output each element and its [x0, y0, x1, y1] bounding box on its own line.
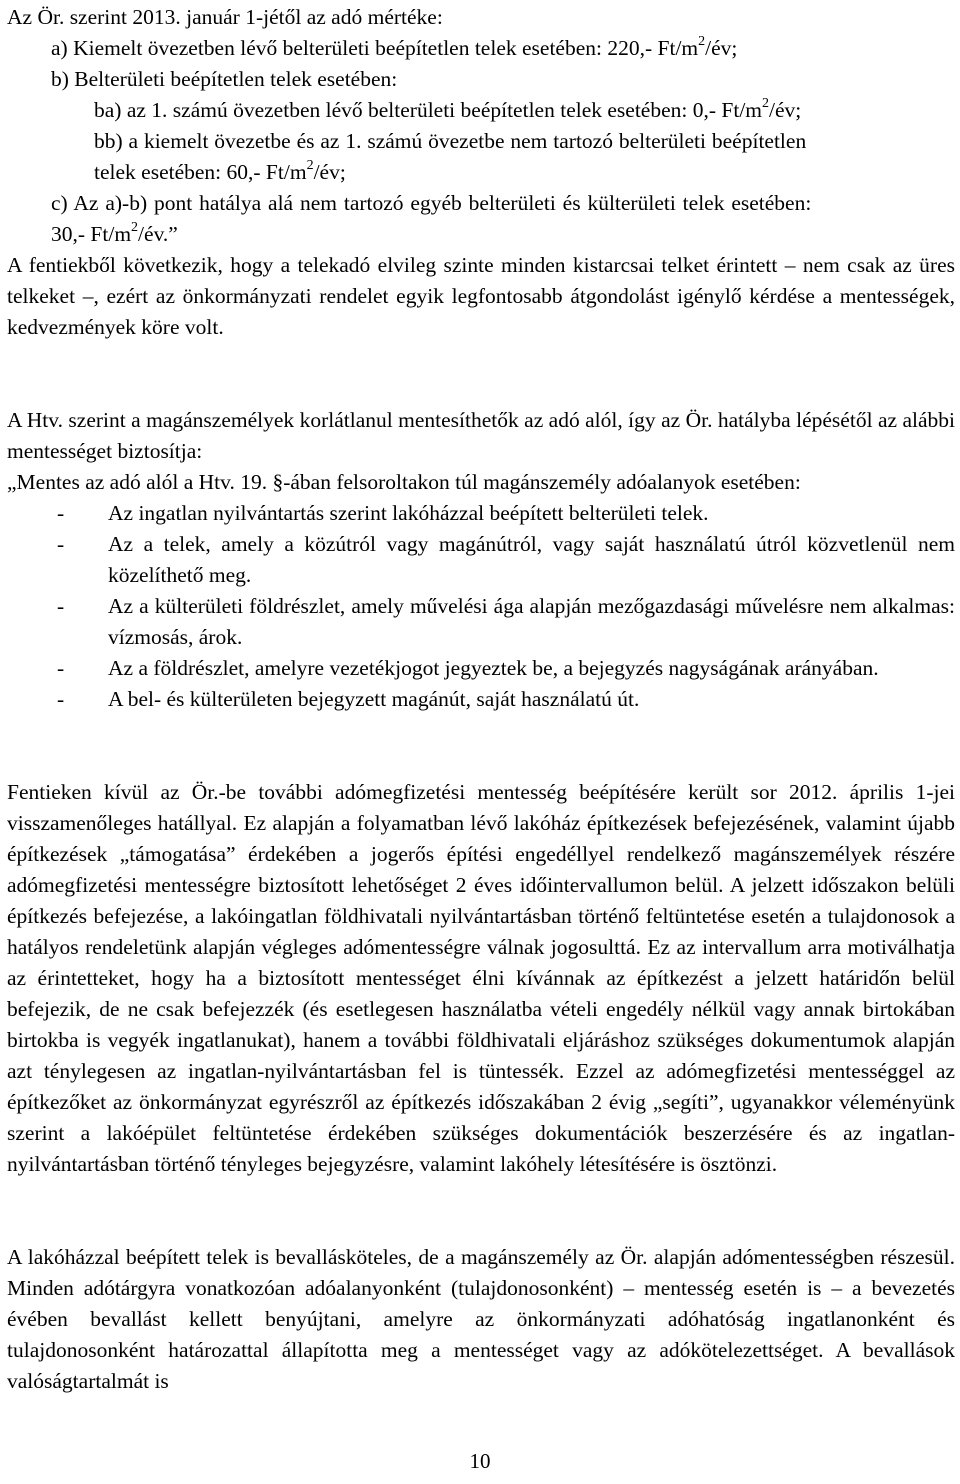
- paragraph-declaration: A lakóházzal beépített telek is bevallásköteles, de a magánszemély az Ör. alapján adómentességben részesül. Minden adótárgyra vonatkozóan adóalanyonként (tulajdonosonként) – mentesség esetén is – a bevezetés évében bevallást kellett benyújtani, amelyre az önkormányzati adóhatóság ingatlanonként és tulajdonosonként határozattal állapította meg a mentességet vagy az adókötelezettséget. A bevallások valóságtartalmát is: [7, 1245, 955, 1393]
- list-item-text: Az ingatlan nyilvántartás szerint lakóházzal beépített belterületi telek.: [108, 501, 709, 525]
- rate-bb-cont: telek esetében: 60,- $Ft/m^2/év$;: [94, 157, 346, 184]
- list-item: [7, 529, 955, 591]
- list-item: [7, 591, 955, 653]
- rate-c: c) Az a)-b) pont hatálya alá nem tartozó egyéb belterületi és külterületi telek esetében:: [51, 191, 812, 215]
- rate-a: a) Kiemelt övezetben lévő belterületi beépítetlen telek esetében: 220,- $Ft/m^2/év$;: [51, 33, 738, 60]
- page-number: 10: [469, 1449, 491, 1473]
- list-item-text: A bel- és külterületen bejegyzett magánút, saját használatú út.: [108, 687, 640, 711]
- list-item-text: Az a külterületi földrészlet, amely művelési ága alapján mezőgazdasági művelésre nem alkalmas: vízmosás, árok.: [108, 594, 955, 649]
- list-dash: -: [57, 594, 65, 618]
- list-item: [7, 498, 955, 529]
- paragraph-consequence: A fentiekből következik, hogy a telekadó elvileg szinte minden kistarcsai telket érintett – nem csak az üres telkeket –, ezért az önkormányzati rendelet egyik legfontosabb átgondolást igénylő kérdése a mentességek, kedvezmények köre volt.: [7, 253, 955, 339]
- list-item-text: Az a földrészlet, amelyre vezetékjogot jegyeztek be, a bejegyzés nagyságának arányában.: [108, 656, 879, 680]
- paragraph-exemption: A Htv. szerint a magánszemélyek korlátlanul mentesíthetők az adó alól, így az Ör. hatályba lépésétől az alábbi mentességet biztosítja:: [7, 408, 955, 463]
- list-dash: -: [57, 501, 65, 525]
- exemption-list: [7, 498, 955, 715]
- exemption-quote: „Mentes az adó alól a Htv. 19. §-ában felsoroltakon túl magánszemély adóalanyok esetében:: [7, 470, 801, 494]
- paragraph-additional-exemption: Fentieken kívül az Ör.-be további adómegfizetési mentesség beépítésére került sor 2012. április 1-jei visszamenőleges hatállyal. Ez alapján a folyamatban lévő lakóház építkezések befejezésének, valamint újabb építkezések „támogatása” érdekében a jogerős építési engedéllyel rendelkező magánszemélyek részére adómegfizetési mentességre biztosított lehetőséget 2 éves időintervallumon belül. A jelzett időszakon belüli építkezés befejezése, a lakóingatlan földhivatali nyilvántartásban történő feltüntetése esetén a tulajdonosok a hatályos rendeletünk alapján végleges adómentességre válnak jogosulttá. Ez az intervallum arra motiválhatja az érintetteket, hogy ha a biztosított mentességet élni kívánnak az építkezést a jelzett határidőn belül befejezik, de ne csak befejezzék (és esetlegesen használatba vételi engedély nélkül vagy annak birtokában birtokba is vegyék ingatlanukat), hanem a további földhivatali eljáráshoz szükséges dokumentumok alapján azt ténylegesen az ingatlan-nyilvántartásban fel is tüntessék. Ezzel az adómegfizetési mentességgel az építkezőket az önkormányzat egyrészről az építkezés időszakában 2 évig „segíti”, ugyanakkor véleményünk szerint a lakóépület feltüntetése érdekében szükséges dokumentációk beszerzésére és az ingatlan-nyilvántartásban történő tényleges bejegyzésre, valamint lakóhely létesítésére is ösztönzi.: [7, 780, 955, 1176]
- list-item: [7, 653, 955, 684]
- rate-ba: ba) az 1. számú övezetben lévő belterületi beépítetlen telek esetében: 0,- $Ft/m^2/év$;: [94, 95, 802, 122]
- rate-b: b) Belterületi beépítetlen telek esetében:: [51, 67, 398, 91]
- rate-bb: bb) a kiemelt övezetbe és az 1. számú övezetbe nem tartozó belterületi beépítetlen: [94, 129, 807, 153]
- list-item: [7, 684, 955, 715]
- document-page: [7, 2, 955, 1397]
- list-dash: -: [57, 656, 65, 680]
- rates-intro: Az Ör. szerint 2013. január 1-jétől az adó mértéke:: [7, 5, 443, 29]
- list-dash: -: [57, 532, 65, 556]
- rate-c-cont: 30,- $Ft/m^2/év$.”: [51, 219, 178, 246]
- list-item-text: Az a telek, amely a közútról vagy magánútról, vagy saját használatú útról közvetlenül nem közelíthető meg.: [108, 532, 955, 587]
- list-dash: -: [57, 687, 65, 711]
